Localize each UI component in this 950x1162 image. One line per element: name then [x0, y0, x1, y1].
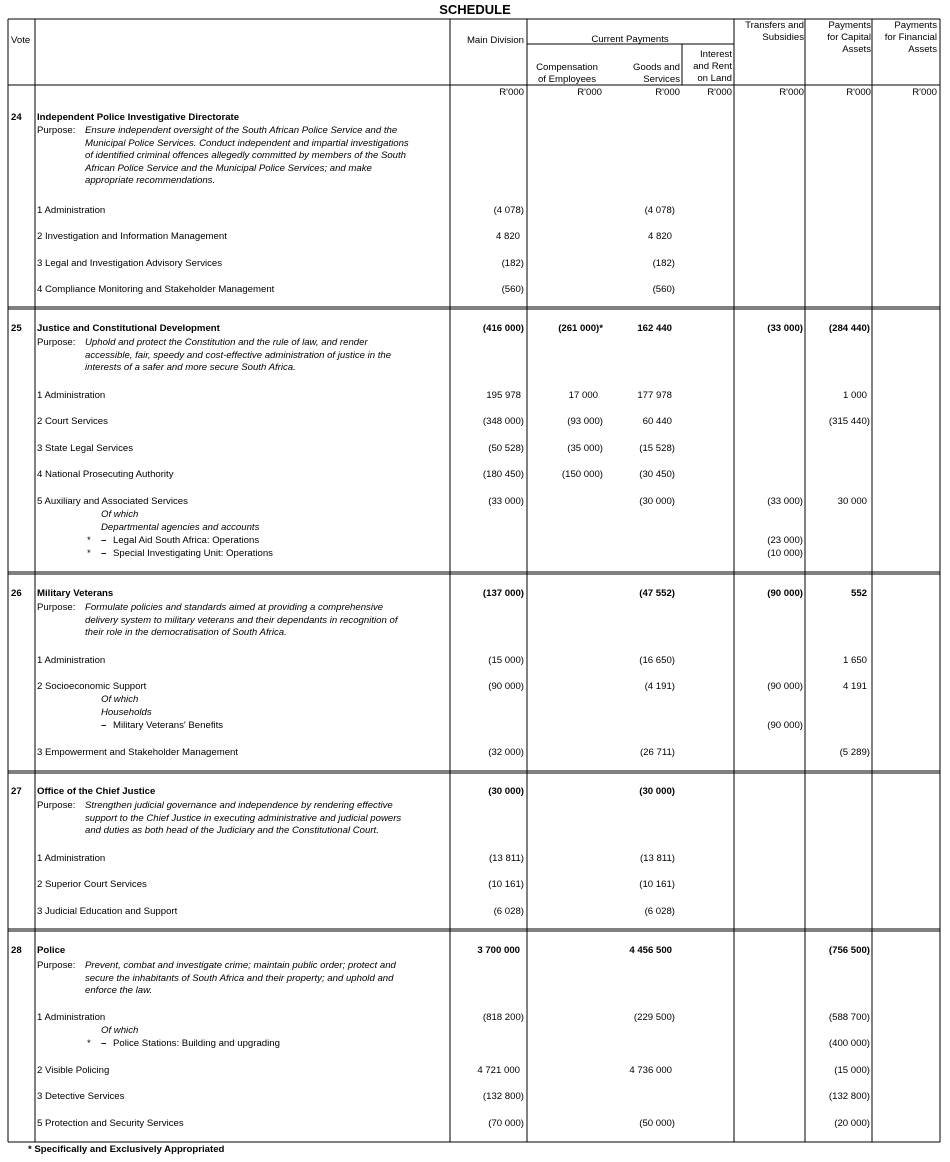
programme-transfers: (33 000): [767, 496, 803, 507]
vote-total-capital: 552: [850, 588, 867, 599]
vote-name: Office of the Chief Justice: [37, 786, 156, 797]
sub-item-label: Police Stations: Building and upgrading: [113, 1038, 280, 1049]
programme-main: (13 811): [488, 853, 524, 864]
header-vote: Vote: [11, 35, 31, 46]
vote-total-capital: (756 500): [828, 945, 870, 956]
unit-main: R'000: [499, 87, 524, 98]
programme-main: (348 000): [482, 416, 524, 427]
dash-marker: –: [101, 720, 107, 731]
vote-name: Independent Police Investigative Directorate: [37, 112, 240, 123]
programme-goods: 4 736 000: [629, 1065, 672, 1076]
programme-label: 3 Judicial Education and Support: [37, 906, 178, 917]
vote-total-transfers: (90 000): [767, 588, 803, 599]
programme-main: (6 028): [493, 906, 524, 917]
header-compensation: Compensation of Employees: [536, 62, 598, 85]
programme-main: (4 078): [493, 205, 524, 216]
programme-main: (33 000): [488, 496, 524, 507]
sub-item-transfers: (10 000): [767, 548, 803, 559]
programme-main: (180 450): [482, 469, 524, 480]
vote-total-main: 3 700 000: [477, 945, 520, 956]
vote-total-goods: 162 440: [637, 323, 672, 334]
programme-main: 195 978: [486, 390, 521, 401]
programme-goods: (4 191): [644, 681, 675, 692]
programme-goods: (30 450): [639, 469, 675, 480]
programme-goods: (10 161): [639, 879, 675, 890]
dash-marker: –: [101, 548, 107, 559]
programme-main: (50 528): [488, 443, 524, 454]
header-main-division: Main Division: [466, 35, 524, 46]
vote-number: 28: [11, 945, 22, 956]
programme-capital: 1 000: [842, 390, 867, 401]
vote-name: Police: [37, 945, 66, 956]
programme-label: 3 Empowerment and Stakeholder Management: [37, 747, 239, 758]
unit-capital: R'000: [846, 87, 871, 98]
unit-interest: R'000: [707, 87, 732, 98]
purpose-label: Purpose:: [37, 602, 76, 613]
programme-label: 1 Administration: [37, 205, 106, 216]
programme-main: (10 161): [488, 879, 524, 890]
programme-label: 2 Socioeconomic Support: [37, 681, 147, 692]
programme-main: (132 800): [482, 1091, 524, 1102]
vote-total-goods: (30 000): [639, 786, 675, 797]
programme-label: 5 Protection and Security Services: [37, 1118, 184, 1129]
vote-total-transfers: (33 000): [767, 323, 803, 334]
vote-number: 27: [11, 786, 22, 797]
dash-marker: –: [101, 1038, 107, 1049]
programme-main: (90 000): [488, 681, 524, 692]
vote-purpose: Ensure independent oversight of the South African Police Service and the Municipal Police Services. Conduct independent and impartial investigations of identified criminal offences allegedly committed by members of the South African Police Service and the Municipal Police Services; and make appropriate recommendations.: [85, 125, 409, 186]
programme-goods: 60 440: [642, 416, 672, 427]
vote-name: Justice and Constitutional Development: [37, 323, 220, 334]
programme-label: 2 Superior Court Services: [37, 879, 147, 890]
dash-marker: –: [101, 535, 107, 546]
vote-total-capital: (284 440): [828, 323, 870, 334]
page-title: SCHEDULE: [439, 2, 511, 17]
unit-financial: R'000: [912, 87, 937, 98]
programme-transfers: (90 000): [767, 681, 803, 692]
programme-main: (70 000): [488, 1118, 524, 1129]
programme-capital: (20 000): [834, 1118, 870, 1129]
vote-total-goods: (47 552): [639, 588, 675, 599]
programme-main: (32 000): [488, 747, 524, 758]
sub-item-capital: (400 000): [828, 1038, 870, 1049]
programme-capital: (315 440): [828, 416, 870, 427]
sub-item-transfers: (23 000): [767, 535, 803, 546]
programme-main: (560): [501, 284, 524, 295]
programme-comp: (150 000): [561, 469, 603, 480]
sub-item-transfers: (90 000): [767, 720, 803, 731]
programme-label: 2 Court Services: [37, 416, 108, 427]
programme-goods: (182): [652, 258, 675, 269]
vote-total-main: (137 000): [482, 588, 524, 599]
programme-comp: (93 000): [567, 416, 603, 427]
header-goods: Goods and Services: [633, 62, 680, 85]
star-marker: *: [87, 548, 91, 559]
of-which-label: Of which: [101, 509, 139, 520]
programme-label: 1 Administration: [37, 853, 106, 864]
programme-main: 4 721 000: [477, 1065, 520, 1076]
programme-capital: (5 289): [839, 747, 870, 758]
sub-item-label: Military Veterans' Benefits: [113, 720, 224, 731]
programme-capital: (15 000): [834, 1065, 870, 1076]
programme-goods: 177 978: [637, 390, 672, 401]
programme-main: (182): [501, 258, 524, 269]
programme-label: 3 Legal and Investigation Advisory Services: [37, 258, 223, 269]
purpose-label: Purpose:: [37, 125, 76, 136]
vote-number: 25: [11, 323, 22, 334]
programme-main: 4 820: [495, 231, 520, 242]
sub-item-label: Legal Aid South Africa: Operations: [113, 535, 260, 546]
sub-item-label: Special Investigating Unit: Operations: [113, 548, 273, 559]
unit-transfers: R'000: [779, 87, 804, 98]
programme-goods: (26 711): [639, 747, 675, 758]
header-interest: Interest and Rent on Land: [693, 49, 732, 84]
category-label: Departmental agencies and accounts: [101, 522, 260, 533]
header-transfers: Transfers and Subsidies: [745, 20, 804, 43]
programme-goods: (15 528): [639, 443, 675, 454]
header-current-payments: Current Payments: [591, 34, 669, 45]
programme-label: 5 Auxiliary and Associated Services: [37, 496, 188, 507]
vote-number: 24: [11, 112, 22, 123]
category-label: Households: [101, 707, 152, 718]
programme-comp: (35 000): [567, 443, 603, 454]
programme-label: 2 Investigation and Information Management: [37, 231, 227, 242]
programme-label: 4 Compliance Monitoring and Stakeholder Management: [37, 284, 275, 295]
vote-total-goods: 4 456 500: [629, 945, 672, 956]
programme-comp: 17 000: [568, 390, 598, 401]
of-which-label: Of which: [101, 694, 139, 705]
vote-purpose: Strengthen judicial governance and independence by rendering effective support to the Chief Justice in executing administrative and judicial powers and duties as both head of the Judiciary and the Constitutional Court.: [85, 800, 402, 836]
programme-label: 4 National Prosecuting Authority: [37, 469, 174, 480]
programme-capital: 30 000: [837, 496, 867, 507]
programme-goods: (560): [652, 284, 675, 295]
vote-number: 26: [11, 588, 22, 599]
programme-main: (15 000): [488, 655, 524, 666]
header-capital-assets: Payments for Capital Assets: [827, 20, 871, 55]
programme-main: (818 200): [482, 1012, 524, 1023]
vote-total-main: (416 000): [482, 323, 524, 334]
footnote: * Specifically and Exclusively Appropriated: [28, 1144, 225, 1155]
programme-goods: (6 028): [644, 906, 675, 917]
unit-goods: R'000: [655, 87, 680, 98]
programme-capital: 4 191: [842, 681, 867, 692]
programme-capital: 1 650: [842, 655, 867, 666]
programme-goods: (4 078): [644, 205, 675, 216]
programme-label: 1 Administration: [37, 1012, 106, 1023]
programme-goods: (50 000): [639, 1118, 675, 1129]
vote-total-comp: (261 000)*: [558, 323, 603, 334]
programme-goods: (30 000): [639, 496, 675, 507]
vote-purpose: Prevent, combat and investigate crime; maintain public order; protect and secure the inhabitants of South Africa and their property; and uphold and enforce the law.: [85, 960, 396, 996]
of-which-label: Of which: [101, 1025, 139, 1036]
vote-purpose: Uphold and protect the Constitution and the rule of law, and render accessible, fair, speedy and cost-effective administration of justice in the interests of a safer and more secure South Africa.: [85, 337, 392, 373]
programme-goods: 4 820: [647, 231, 672, 242]
purpose-label: Purpose:: [37, 960, 76, 971]
programme-label: 3 Detective Services: [37, 1091, 125, 1102]
purpose-label: Purpose:: [37, 800, 76, 811]
unit-comp: R'000: [577, 87, 602, 98]
vote-name: Military Veterans: [37, 588, 114, 599]
star-marker: *: [87, 535, 91, 546]
vote-purpose: Formulate policies and standards aimed at providing a comprehensive delivery system to military veterans and their dependants in recognition of their role in the democratisation of South Africa.: [85, 602, 398, 638]
programme-label: 1 Administration: [37, 655, 106, 666]
programme-capital: (588 700): [828, 1012, 870, 1023]
vote-total-main: (30 000): [488, 786, 524, 797]
programme-label: 1 Administration: [37, 390, 106, 401]
purpose-label: Purpose:: [37, 337, 76, 348]
programme-label: 3 State Legal Services: [37, 443, 133, 454]
programme-goods: (229 500): [633, 1012, 675, 1023]
programme-label: 2 Visible Policing: [37, 1065, 110, 1076]
programme-goods: (13 811): [639, 853, 675, 864]
programme-goods: (16 650): [639, 655, 675, 666]
star-marker: *: [87, 1038, 91, 1049]
header-financial-assets: Payments for Financial Assets: [884, 20, 937, 55]
programme-capital: (132 800): [828, 1091, 870, 1102]
